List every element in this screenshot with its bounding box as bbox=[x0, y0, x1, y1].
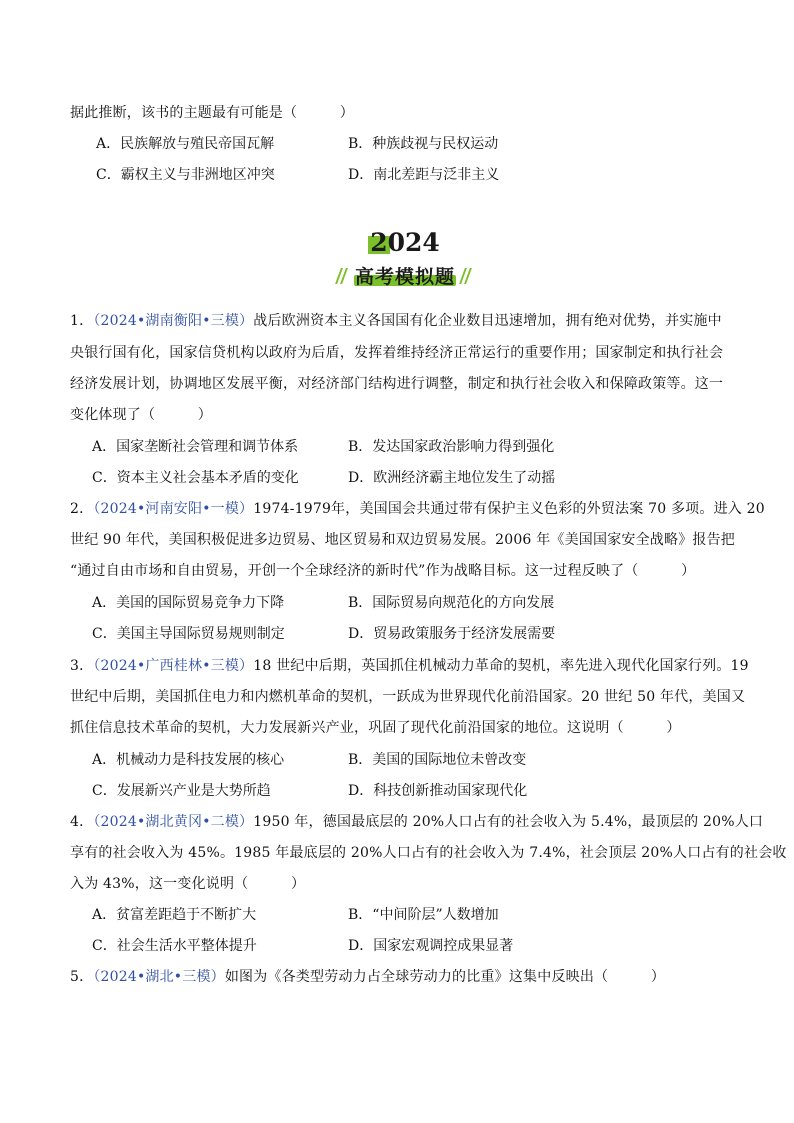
question-3-option-a: A．机械动力是科技发展的核心 bbox=[92, 752, 285, 768]
question-4-option-b: B．“中间阶层”人数增加 bbox=[348, 907, 499, 923]
question-2-line-3: “通过自由市场和自由贸易，开创一个全球经济的新时代”作为战略目标。这一过程反映了（ ） bbox=[70, 563, 696, 579]
question-4-option-d: D．国家宏观调控成果显著 bbox=[348, 938, 514, 954]
question-2-option-d: D．贸易政策服务于经济发展需要 bbox=[348, 626, 556, 642]
left-slash-decoration bbox=[336, 268, 350, 284]
question-source: （2024•湖南衡阳•三模） bbox=[93, 313, 254, 329]
prev-option-b: B．种族歧视与民权运动 bbox=[348, 136, 499, 152]
prev-question-stem: 据此推断，该书的主题最有可能是（ ） bbox=[70, 105, 354, 121]
section-year: 2024 bbox=[370, 228, 440, 257]
question-4-option-c: C．社会生活水平整体提升 bbox=[92, 938, 257, 954]
question-3-option-c: C．发展新兴产业是大势所趋 bbox=[92, 783, 271, 799]
question-4-option-a: A．贫富差距趋于不断扩大 bbox=[92, 907, 257, 923]
question-2-line-1 bbox=[70, 500, 765, 518]
question-source: （2024•广西桂林•三模） bbox=[93, 658, 254, 674]
question-number: 3． bbox=[70, 658, 94, 674]
question-3-line-2: 世纪中后期，美国抓住电力和内燃机革命的契机，一跃成为世界现代化前沿国家。20 世纪 50 年代，美国又 bbox=[70, 689, 746, 705]
question-1-option-b: B．发达国家政治影响力得到强化 bbox=[348, 439, 555, 455]
question-1-option-c: C．资本主义社会基本矛盾的变化 bbox=[92, 470, 299, 486]
prev-option-c: C．霸权主义与非洲地区冲突 bbox=[96, 167, 275, 183]
question-4-line-1 bbox=[70, 813, 764, 831]
question-1-line-3: 经济发展计划，协调地区发展平衡，对经济部门结构进行调整，制定和执行社会收入和保障政策等。这一 bbox=[70, 376, 724, 392]
question-3-option-b: B．美国的国际地位未曾改变 bbox=[348, 752, 527, 768]
question-1-option-d: D．欧洲经济霸主地位发生了动摇 bbox=[348, 470, 556, 486]
question-text: 1974-1979年，美国国会共通过带有保护主义色彩的外贸法案 70 多项。进入 20 bbox=[253, 501, 765, 517]
question-3-line-1 bbox=[70, 657, 749, 675]
question-2-option-b: B．国际贸易向规范化的方向发展 bbox=[348, 595, 555, 611]
question-4-line-3: 入为 43%，这一变化说明（ ） bbox=[70, 876, 306, 892]
question-source: （2024•湖北•三模） bbox=[93, 969, 225, 985]
question-text: 1950 年，德国最底层的 20%人口占有的社会收入为 5.4%，最顶层的 20%人口 bbox=[253, 814, 764, 830]
question-2-option-a: A．美国的国际贸易竞争力下降 bbox=[92, 595, 285, 611]
question-number: 2． bbox=[70, 501, 94, 517]
question-text: 战后欧洲资本主义各国国有化企业数目迅速增加，拥有绝对优势，并实施中 bbox=[253, 313, 722, 329]
section-title: 高考模拟题 bbox=[354, 266, 455, 288]
question-3-line-3: 抓住信息技术革命的契机，大力发展新兴产业，巩固了现代化前沿国家的地位。这说明（ ） bbox=[70, 720, 681, 736]
question-source: （2024•湖北黄冈•二模） bbox=[93, 814, 254, 830]
question-1-line-2: 央银行国有化，国家信贷机构以政府为后盾，发挥着维持经济正常运行的重要作用；国家制定和执行社会 bbox=[70, 345, 724, 361]
prev-option-a: A．民族解放与殖民帝国瓦解 bbox=[96, 136, 275, 152]
question-text: 如图为《各类型劳动力占全球劳动力的比重》这集中反映出（ ） bbox=[224, 969, 666, 985]
question-number: 4． bbox=[70, 814, 94, 830]
question-2-line-2: 世纪 90 年代，美国积极促进多边贸易、地区贸易和双边贸易发展。2006 年《美国国家安全战略》报告把 bbox=[70, 532, 735, 548]
question-number: 5． bbox=[70, 969, 94, 985]
section-header bbox=[330, 228, 480, 292]
prev-option-d: D．南北差距与泛非主义 bbox=[348, 167, 500, 183]
question-text: 18 世纪中后期，英国抓住机械动力革命的契机，率先进入现代化国家行列。19 bbox=[253, 658, 749, 674]
question-1-line-1 bbox=[70, 312, 730, 330]
question-1-line-4: 变化体现了（ ） bbox=[70, 407, 212, 423]
question-source: （2024•河南安阳•一模） bbox=[93, 501, 254, 517]
question-4-line-2: 享有的社会收入为 45%。1985 年最底层的 20%人口占有的社会收入为 7.4%，社会顶层 20%人口占有的社会收 bbox=[70, 845, 787, 861]
question-3-option-d: D．科技创新推动国家现代化 bbox=[348, 783, 528, 799]
question-5-line-1 bbox=[70, 968, 730, 986]
question-1-option-a: A．国家垄断社会管理和调节体系 bbox=[92, 439, 299, 455]
question-2-option-c: C．美国主导国际贸易规则制定 bbox=[92, 626, 285, 642]
question-number: 1． bbox=[70, 313, 94, 329]
right-slash-decoration bbox=[460, 268, 474, 284]
section-title-wrap bbox=[330, 262, 480, 288]
